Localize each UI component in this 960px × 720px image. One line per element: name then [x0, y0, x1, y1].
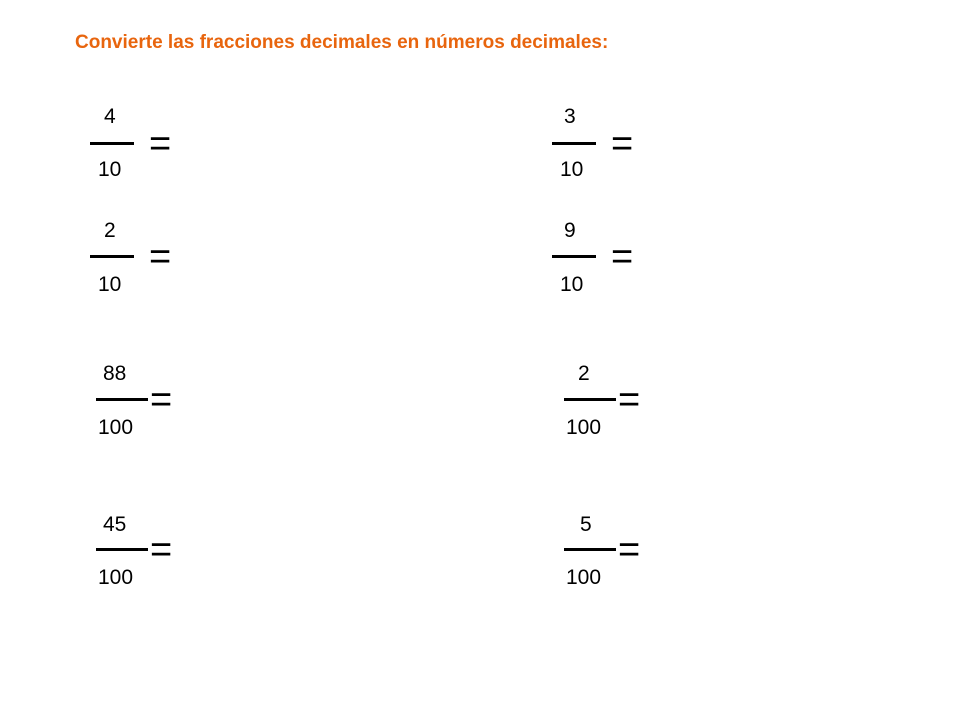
equals-sign: = — [150, 379, 173, 421]
numerator: 88 — [103, 362, 127, 385]
denominator: 10 — [98, 273, 122, 296]
numerator: 45 — [103, 513, 127, 536]
fraction-bar — [552, 255, 596, 258]
equals-sign: = — [611, 123, 634, 165]
equals-sign: = — [149, 236, 172, 278]
denominator: 10 — [560, 273, 584, 296]
fraction-bar — [90, 255, 134, 258]
numerator: 2 — [578, 362, 590, 385]
denominator: 100 — [98, 416, 134, 439]
equals-sign: = — [611, 236, 634, 278]
denominator: 100 — [98, 566, 134, 589]
equals-sign: = — [149, 123, 172, 165]
fraction-bar — [90, 142, 134, 145]
fraction-bar — [564, 548, 616, 551]
equals-sign: = — [618, 529, 641, 571]
numerator: 9 — [564, 219, 576, 242]
denominator: 10 — [98, 158, 122, 181]
denominator: 100 — [566, 566, 602, 589]
fraction-bar — [564, 398, 616, 401]
numerator: 4 — [104, 105, 116, 128]
numerator: 3 — [564, 105, 576, 128]
numerator: 2 — [104, 219, 116, 242]
fraction-bar — [96, 398, 148, 401]
denominator: 10 — [560, 158, 584, 181]
equals-sign: = — [150, 529, 173, 571]
fraction-bar — [96, 548, 148, 551]
numerator: 5 — [580, 513, 592, 536]
equals-sign: = — [618, 379, 641, 421]
fraction-bar — [552, 142, 596, 145]
instructions-title: Convierte las fracciones decimales en números decimales: — [75, 32, 609, 53]
denominator: 100 — [566, 416, 602, 439]
